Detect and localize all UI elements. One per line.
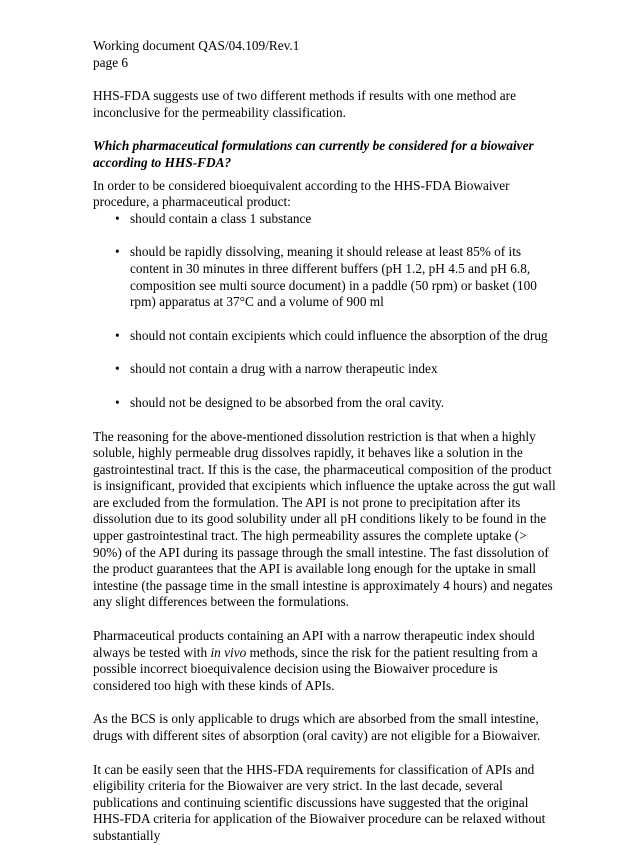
- list-item-text: should contain a class 1 substance: [130, 210, 312, 226]
- list-item-text: should not contain excipients which could influence the absorption of the drug: [130, 327, 548, 343]
- list-item: [93, 328, 558, 345]
- narrow-index-text-start: Pharmaceutical products containing an API with a narrow therapeutic index should always be tested with: [93, 628, 535, 660]
- bullet-icon: •: [115, 210, 120, 226]
- document-id: Working document QAS/04.109/Rev.1: [93, 38, 300, 53]
- in-vivo-emphasis: in vivo: [210, 644, 247, 660]
- criteria-list: [93, 211, 558, 412]
- list-item: [93, 244, 558, 310]
- bullet-icon: •: [115, 361, 120, 377]
- criteria-intro-paragraph: In order to be considered bioequivalent according to the HHS-FDA Biowaiver procedure, a pharmaceutical product:: [93, 177, 510, 210]
- page-header: [93, 38, 558, 71]
- list-item-text: should be rapidly dissolving, meaning it should release at least 85% of its content in 30 minutes in three different buffers (pH 1.2, pH 4.5 and pH 6.8, composition see multi source document) in a paddle (50 rpm) or basket (100 rpm) apparatus at 37°C and a volume of 900 ml: [130, 244, 537, 310]
- bullet-icon: •: [115, 327, 120, 343]
- narrow-index-text-end: methods, since the risk for the patient resulting from a possible incorrect bioequivalence decision using the Biowaiver procedure is considered too high with these kinds of APIs.: [93, 644, 538, 693]
- page-number: page 6: [93, 54, 129, 70]
- bullet-icon: •: [115, 394, 120, 410]
- list-item: [93, 395, 558, 412]
- bullet-icon: •: [115, 244, 120, 260]
- reasoning-paragraph: The reasoning for the above-mentioned dissolution restriction is that when a highly soluble, highly permeable drug dissolves rapidly, it behaves like a solution in the gastrointestinal tract. If this is the case, the pharmaceutical composition of the product is insignificant, provided that excipients which influence the uptake across the gut wall are excluded from the formulation. The API is not prone to precipitation after its dissolution due to its good solubility under all pH conditions likely to be found in the upper gastrointestinal tract. The high permeability assures the complete uptake (> 90%) of the API during its passage through the small intestine. The fast dissolution of the product guarantees that the API is available long enough for the uptake in small intestine (the passage time in the small intestine is approximately 4 hours) and negates any slight differences between the formulations.: [93, 428, 556, 610]
- intro-paragraph: HHS-FDA suggests use of two different methods if results with one method are inconclusive for the permeability classification.: [93, 88, 516, 120]
- narrow-index-paragraph: [93, 628, 558, 694]
- list-item: [93, 211, 558, 228]
- list-item: [93, 361, 558, 378]
- section-question-heading: Which pharmaceutical formulations can currently be considered for a biowaiver according to HHS-FDA?: [93, 138, 534, 170]
- conclusion-paragraph: It can be easily seen that the HHS-FDA requirements for classification of APIs and eligibility criteria for the Biowaiver are very strict. In the last decade, several publications and continuing scientific discussions have suggested that the original HHS-FDA criteria for application of the Biowaiver procedure can be relaxed without substantially: [93, 761, 546, 843]
- absorption-sites-paragraph: As the BCS is only applicable to drugs which are absorbed from the small intestine, drugs with different sites of absorption (oral cavity) are not eligible for a Biowaiver.: [93, 711, 541, 743]
- list-item-text: should not contain a drug with a narrow therapeutic index: [130, 361, 438, 377]
- list-item-text: should not be designed to be absorbed from the oral cavity.: [130, 394, 445, 410]
